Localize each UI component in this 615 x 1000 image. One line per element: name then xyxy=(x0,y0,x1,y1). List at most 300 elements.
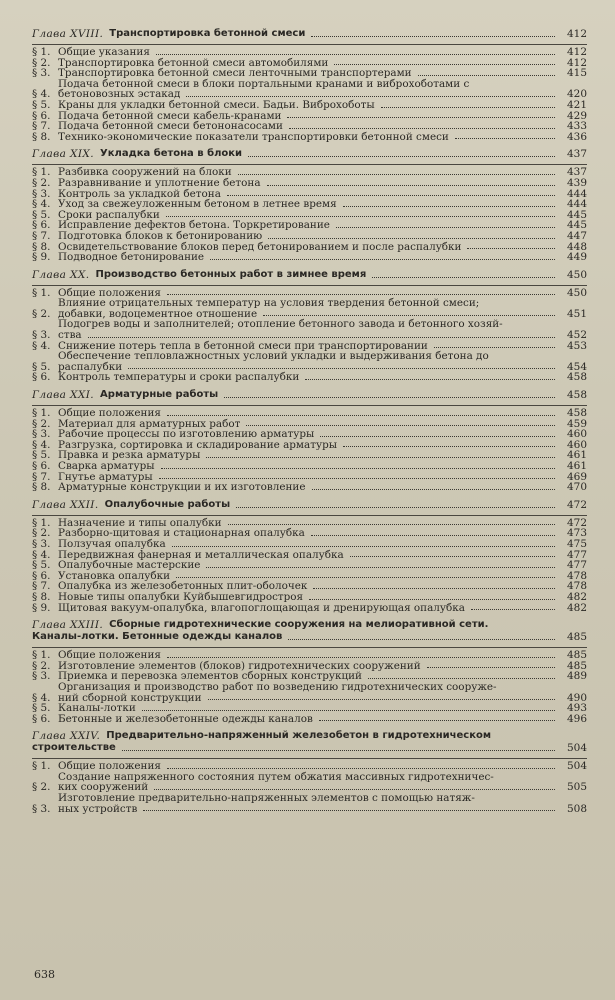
section-page-number: 445 xyxy=(566,219,587,232)
section-page-number: 415 xyxy=(566,67,587,80)
chapter-rule xyxy=(32,758,587,759)
section-line xyxy=(58,461,559,472)
section-title: Общие положения xyxy=(58,407,161,420)
section-title: Общие положения xyxy=(58,649,161,662)
section-number: § 3. xyxy=(32,428,51,441)
section-page-number: 436 xyxy=(566,130,587,143)
section-page-number: 460 xyxy=(566,428,587,441)
section-page-number: 470 xyxy=(566,481,587,494)
section-title: Щитовая вакуум-опалубка, влагопоглощающая и дренирующая опалубка xyxy=(58,601,465,614)
section-number: § 6. xyxy=(32,371,51,384)
section-page-number: 472 xyxy=(566,516,587,529)
section-title: Назначение и типы опалубки xyxy=(58,516,222,529)
chapter-rule xyxy=(32,164,587,165)
chapter-label: Глава XXIII. xyxy=(32,619,104,632)
section-line xyxy=(58,100,559,111)
chapter-title: Транспортировка бетонной смеси xyxy=(109,28,306,39)
section-entry xyxy=(32,793,587,814)
section-page-number: 453 xyxy=(566,339,587,352)
section-page-number: 420 xyxy=(566,88,587,101)
chapter-heading-line xyxy=(32,389,559,401)
chapter-heading-text xyxy=(32,389,559,401)
section-line xyxy=(58,539,559,550)
section-number: § 7. xyxy=(32,229,51,242)
section-page-number: 496 xyxy=(566,712,587,725)
section-number: § 4. xyxy=(32,339,51,352)
section-title: Ползучая опалубка xyxy=(58,537,166,550)
dot-leader xyxy=(311,535,555,536)
chapter-heading-line xyxy=(32,28,559,40)
dot-leader xyxy=(343,446,555,447)
section-title: Освидетельствование блоков перед бетонированием и после распалубки xyxy=(58,240,462,253)
section-line xyxy=(58,132,559,143)
section-number: § 2. xyxy=(32,417,51,430)
section-number: § 9. xyxy=(32,601,51,614)
section-page-number: 445 xyxy=(566,208,587,221)
section-title: Каналы-лотки xyxy=(58,702,136,715)
section-number: § 5. xyxy=(32,449,51,462)
section-title: Сроки распалубки xyxy=(58,208,160,221)
section-page-number: 461 xyxy=(566,460,587,472)
dot-leader xyxy=(154,789,555,790)
section-page-number: 478 xyxy=(566,569,587,582)
chapter-heading-line xyxy=(32,730,559,742)
chapter-page-number: 437 xyxy=(566,148,587,161)
section-number: § 1. xyxy=(32,286,51,299)
section-line xyxy=(58,482,559,493)
section-line xyxy=(58,231,559,242)
section-line xyxy=(58,252,559,263)
section-title: Рабочие процессы по изготовлению арматуры xyxy=(58,428,315,441)
dot-leader xyxy=(159,478,555,479)
section-title: Сварка арматуры xyxy=(58,460,155,472)
chapter-title-continued: Каналы-лотки. Бетонные одежды каналов xyxy=(32,631,283,643)
dot-leader xyxy=(166,216,555,217)
section-page-number: 444 xyxy=(566,187,587,200)
chapter-rule xyxy=(32,285,587,286)
section-text xyxy=(58,178,559,189)
section-page-number: 469 xyxy=(566,470,587,483)
dot-leader xyxy=(418,75,555,76)
section-title: Разборно-щитовая и стационарная опалубка xyxy=(58,527,305,540)
chapter-page-number: 485 xyxy=(566,631,587,644)
section-entry xyxy=(32,772,587,793)
section-text xyxy=(58,461,559,472)
dot-leader xyxy=(467,248,555,249)
dot-leader xyxy=(334,64,555,65)
section-page-number: 493 xyxy=(566,702,587,715)
section-title: Подогрев воды и заполнителей; отопление бетонного завода и бетонного хозяй- xyxy=(58,318,503,331)
chapter-heading xyxy=(32,619,587,643)
section-text xyxy=(58,482,559,493)
section-line xyxy=(58,804,559,815)
section-title: Организация и производство работ по возведению гидротехнических сооруже- xyxy=(58,680,497,693)
chapter-heading xyxy=(32,730,587,754)
section-line xyxy=(58,682,559,693)
section-number: § 2. xyxy=(32,307,51,320)
section-title: Подача бетонной смеси в блоки портальными кранами и виброхоботами с xyxy=(58,77,470,90)
section-page-number: 490 xyxy=(566,691,587,704)
dot-leader xyxy=(368,678,555,679)
section-page-number: 489 xyxy=(566,670,587,683)
chapter-rule xyxy=(32,405,587,406)
section-line xyxy=(58,47,559,58)
section-title: Установка опалубки xyxy=(58,569,171,582)
section-number: § 2. xyxy=(32,56,51,69)
section-entry xyxy=(32,79,587,100)
dot-leader xyxy=(248,156,555,157)
chapter-rule xyxy=(32,515,587,516)
section-number: § 3. xyxy=(32,802,51,815)
dot-leader xyxy=(172,546,555,547)
chapter-label: Глава XIX. xyxy=(32,148,95,161)
section-entry xyxy=(32,592,587,603)
dot-leader xyxy=(122,750,555,751)
section-title: Общие указания xyxy=(58,46,150,58)
section-entry xyxy=(32,351,587,372)
dot-leader xyxy=(343,206,555,207)
section-entry xyxy=(32,298,587,319)
chapter-rule xyxy=(32,44,587,45)
section-page-number: 412 xyxy=(566,56,587,69)
section-text xyxy=(58,252,559,263)
section-line xyxy=(58,603,559,614)
dot-leader xyxy=(350,556,555,557)
section-entry xyxy=(32,178,587,189)
section-line xyxy=(58,372,559,383)
chapter-page-number: 458 xyxy=(566,389,587,402)
dot-leader xyxy=(142,710,555,711)
section-number: § 6. xyxy=(32,460,51,472)
chapter-heading-text xyxy=(32,619,559,643)
section-number: § 5. xyxy=(32,559,51,572)
dot-leader xyxy=(208,699,555,700)
section-entry xyxy=(32,461,587,472)
dot-leader xyxy=(381,107,555,108)
section-number: § 4. xyxy=(32,548,51,561)
section-number: § 1. xyxy=(32,649,51,662)
section-text xyxy=(58,603,559,614)
section-title: Арматурные конструкции и их изготовление xyxy=(58,481,306,494)
section-number: § 6. xyxy=(32,109,51,122)
section-text xyxy=(58,319,559,340)
dot-leader xyxy=(176,577,555,578)
chapter-heading xyxy=(32,269,587,281)
dot-leader xyxy=(167,415,555,416)
chapter-label: Глава XXI. xyxy=(32,389,95,402)
dot-leader xyxy=(206,567,555,568)
section-number: § 4. xyxy=(32,438,51,451)
chapter-title: Производство бетонных работ в зимнее время xyxy=(95,268,367,280)
dot-leader xyxy=(238,174,555,175)
chapter-heading xyxy=(32,28,587,40)
chapter-title: Арматурные работы xyxy=(100,389,219,401)
section-title: Опалубка из железобетонных плит-оболочек xyxy=(58,580,308,593)
section-number: § 1. xyxy=(32,46,51,58)
section-entry xyxy=(32,603,587,614)
section-title: Снижение потерь тепла в бетонной смеси при транспортировании xyxy=(58,339,428,352)
section-title: Разбивка сооружений на блоки xyxy=(58,166,232,179)
section-page-number: 459 xyxy=(566,417,587,430)
section-page-number: 473 xyxy=(566,527,587,540)
dot-leader xyxy=(246,425,555,426)
section-entry xyxy=(32,231,587,242)
chapter-heading xyxy=(32,499,587,511)
section-text xyxy=(58,100,559,111)
section-entry xyxy=(32,132,587,143)
chapter-label: Глава XXIV. xyxy=(32,730,101,743)
section-title: Материал для арматурных работ xyxy=(58,417,241,430)
chapter-heading-text xyxy=(32,28,559,40)
section-page-number: 475 xyxy=(566,537,587,550)
dot-leader xyxy=(471,609,555,610)
section-title-continued: ства xyxy=(58,329,82,342)
section-number: § 6. xyxy=(32,219,51,232)
dot-leader xyxy=(288,639,555,640)
section-title: Транспортировка бетонной смеси автомобилями xyxy=(58,56,329,69)
section-text xyxy=(58,47,559,58)
section-number: § 1. xyxy=(32,407,51,420)
section-number: § 7. xyxy=(32,470,51,483)
section-title: Влияние отрицательных температур на условия твердения бетонной смеси; xyxy=(58,297,480,310)
section-text xyxy=(58,592,559,603)
chapter-title: Предварительно-напряженный железобетон в гидротехническом xyxy=(106,730,492,742)
dot-leader xyxy=(319,720,555,721)
section-entry xyxy=(32,682,587,703)
section-page-number: 485 xyxy=(566,659,587,672)
section-page-number: 461 xyxy=(566,449,587,462)
section-number: § 2. xyxy=(32,176,51,189)
section-page-number: 448 xyxy=(566,240,587,253)
chapter-heading-line xyxy=(32,148,559,160)
section-number: § 5. xyxy=(32,702,51,715)
dot-leader xyxy=(312,489,555,490)
section-page-number: 482 xyxy=(566,601,587,614)
section-entry xyxy=(32,714,587,725)
section-number: § 3. xyxy=(32,670,51,683)
section-number: § 1. xyxy=(32,760,51,773)
dot-leader xyxy=(268,238,555,239)
section-title: Исправление дефектов бетона. Торкретирование xyxy=(58,219,330,232)
section-number: § 7. xyxy=(32,580,51,593)
section-title: Передвижная фанерная и металлическая опалубка xyxy=(58,548,344,561)
dot-leader xyxy=(311,36,555,37)
section-title: Изготовление предварительно-напряженных элементов с помощью натяж- xyxy=(58,792,475,805)
section-number: § 9. xyxy=(32,251,51,264)
chapter-heading-text xyxy=(32,499,559,511)
section-entry xyxy=(32,319,587,340)
section-number: § 2. xyxy=(32,781,51,794)
dot-leader xyxy=(267,185,555,186)
dot-leader xyxy=(455,138,555,139)
section-number: § 4. xyxy=(32,691,51,704)
chapter-label: Глава XX. xyxy=(32,268,90,281)
section-page-number: 449 xyxy=(566,251,587,264)
section-title: Контроль температуры и сроки распалубки xyxy=(58,371,300,384)
section-number: § 8. xyxy=(32,590,51,603)
section-entry xyxy=(32,372,587,383)
section-title: Подача бетонной смеси кабель-кранами xyxy=(58,109,282,122)
section-title: Подача бетонной смеси бетононасосами xyxy=(58,120,283,133)
section-number: § 3. xyxy=(32,537,51,550)
dot-leader xyxy=(434,347,555,348)
section-number: § 3. xyxy=(32,67,51,80)
section-title: Технико-экономические показатели транспортировки бетонной смеси xyxy=(58,130,449,143)
section-entry xyxy=(32,47,587,58)
section-title: Транспортировка бетонной смеси ленточными транспортерами xyxy=(58,67,412,80)
section-number: § 5. xyxy=(32,208,51,221)
section-page-number: 451 xyxy=(566,307,587,320)
section-page-number: 444 xyxy=(566,198,587,211)
dot-leader xyxy=(263,315,555,316)
dot-leader xyxy=(88,337,555,338)
section-page-number: 505 xyxy=(566,781,587,794)
section-title-continued: ных устройств xyxy=(58,802,138,815)
dot-leader xyxy=(227,195,555,196)
section-number: § 4. xyxy=(32,88,51,101)
chapter-rule xyxy=(32,647,587,648)
section-title: Правка и резка арматуры xyxy=(58,449,201,462)
dot-leader xyxy=(186,96,555,97)
dot-leader xyxy=(228,524,555,525)
section-text xyxy=(58,714,559,725)
dot-leader xyxy=(336,227,555,228)
section-text xyxy=(58,772,559,793)
section-text xyxy=(58,682,559,703)
section-text xyxy=(58,539,559,550)
chapter-title: Укладка бетона в блоки xyxy=(100,148,243,160)
dot-leader xyxy=(320,436,555,437)
dot-leader xyxy=(128,368,555,369)
section-page-number: 412 xyxy=(566,46,587,58)
section-number: § 8. xyxy=(32,130,51,143)
section-title: Бетонные и железобетонные одежды каналов xyxy=(58,712,313,725)
section-line xyxy=(58,592,559,603)
dot-leader xyxy=(167,294,555,295)
section-page-number: 477 xyxy=(566,548,587,561)
section-page-number: 433 xyxy=(566,120,587,133)
section-page-number: 429 xyxy=(566,109,587,122)
dot-leader xyxy=(289,128,555,129)
section-page-number: 439 xyxy=(566,176,587,189)
table-of-contents xyxy=(32,28,587,814)
section-number: § 5. xyxy=(32,360,51,373)
section-number: § 3. xyxy=(32,329,51,342)
section-number: § 6. xyxy=(32,712,51,725)
section-number: § 7. xyxy=(32,120,51,133)
section-page-number: 437 xyxy=(566,166,587,179)
section-title: Общие положения xyxy=(58,286,161,299)
section-number: § 6. xyxy=(32,569,51,582)
section-title-continued: добавки, водоцементное отношение xyxy=(58,307,258,320)
dot-leader xyxy=(156,54,555,55)
section-text xyxy=(58,372,559,383)
section-page-number: 458 xyxy=(566,407,587,420)
section-page-number: 454 xyxy=(566,360,587,373)
chapter-page-number: 412 xyxy=(566,28,587,40)
section-page-number: 477 xyxy=(566,559,587,572)
chapter-heading-text xyxy=(32,269,559,281)
section-entry xyxy=(32,100,587,111)
section-page-number: 485 xyxy=(566,649,587,662)
dot-leader xyxy=(167,657,555,658)
section-page-number: 458 xyxy=(566,371,587,384)
section-line xyxy=(58,178,559,189)
chapter-heading-line xyxy=(32,631,559,643)
chapter-label: Глава XVIII. xyxy=(32,28,104,40)
section-page-number: 447 xyxy=(566,229,587,242)
section-title: Уход за свежеуложенным бетоном в летнее время xyxy=(58,198,337,211)
section-page-number: 508 xyxy=(566,802,587,815)
section-number: § 8. xyxy=(32,240,51,253)
section-number: § 1. xyxy=(32,516,51,529)
section-number: § 1. xyxy=(32,166,51,179)
chapter-title-continued: строительстве xyxy=(32,742,116,754)
section-title: Подготовка блоков к бетонированию xyxy=(58,229,263,242)
dot-leader xyxy=(206,457,555,458)
chapter-heading-line xyxy=(32,499,559,511)
chapter-title: Опалубочные работы xyxy=(104,498,231,510)
section-number: § 4. xyxy=(32,198,51,211)
dot-leader xyxy=(305,379,555,380)
chapter-title: Сборные гидротехнические сооружения на мелиоративной сети. xyxy=(109,619,489,631)
section-entry xyxy=(32,482,587,493)
section-text xyxy=(58,79,559,100)
section-title-continued: ний сборной конструкции xyxy=(58,691,202,704)
section-title: Подводное бетонирование xyxy=(58,251,205,264)
section-line xyxy=(58,319,559,330)
section-number: § 5. xyxy=(32,98,51,111)
section-title: Приемка и перевозка элементов сборных конструкций xyxy=(58,670,362,683)
section-page-number: 482 xyxy=(566,590,587,603)
dot-leader xyxy=(372,277,555,278)
section-title: Новые типы опалубки Куйбышевгидростроя xyxy=(58,590,304,603)
dot-leader xyxy=(224,397,555,398)
section-title: Создание напряженного состояния путем обжатия массивных гидротехничес- xyxy=(58,770,494,783)
section-entry xyxy=(32,252,587,263)
dot-leader xyxy=(167,768,555,769)
section-title: Опалубочные мастерские xyxy=(58,559,201,572)
section-title: Обеспечение тепловлажностных условий укладки и выдерживания бетона до xyxy=(58,350,489,363)
section-text xyxy=(58,351,559,372)
dot-leader xyxy=(143,810,555,811)
section-page-number: 421 xyxy=(566,98,587,111)
chapter-heading xyxy=(32,389,587,401)
dot-leader xyxy=(313,588,555,589)
chapter-label: Глава XXII. xyxy=(32,498,99,511)
section-title: Общие положения xyxy=(58,760,161,773)
section-title: Разравнивание и уплотнение бетона xyxy=(58,176,261,189)
section-line xyxy=(58,351,559,362)
section-page-number: 460 xyxy=(566,438,587,451)
chapter-page-number: 504 xyxy=(566,742,587,755)
section-title: Контроль за укладкой бетона xyxy=(58,187,221,200)
dot-leader xyxy=(309,599,555,600)
dot-leader xyxy=(287,117,555,118)
section-number: § 2. xyxy=(32,659,51,672)
section-number: § 8. xyxy=(32,481,51,494)
chapter-heading xyxy=(32,148,587,160)
page-folio: 638 xyxy=(34,968,55,981)
dot-leader xyxy=(427,667,555,668)
chapter-heading-text xyxy=(32,730,559,754)
section-title-continued: бетоновозных эстакад xyxy=(58,88,181,101)
section-title-continued: распалубки xyxy=(58,360,123,373)
section-title-continued: ких сооружений xyxy=(58,781,149,794)
section-title: Гнутье арматуры xyxy=(58,470,153,483)
chapter-heading-text xyxy=(32,148,559,160)
section-text xyxy=(58,132,559,143)
